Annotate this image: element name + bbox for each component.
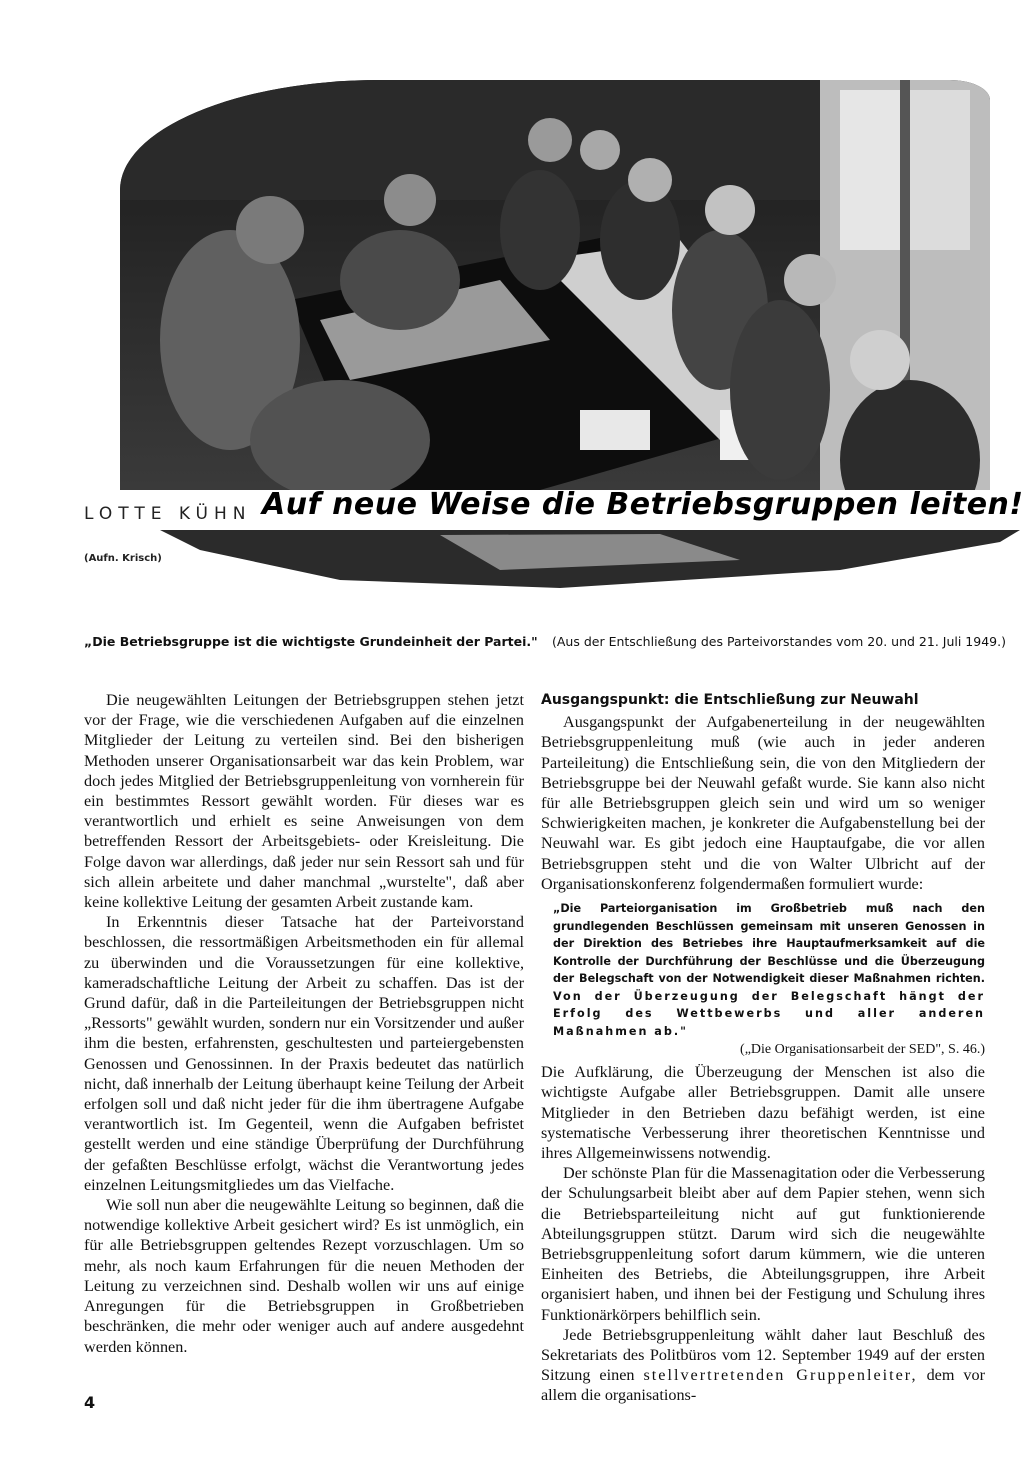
meeting-photo-graphic: [120, 80, 990, 490]
motto-quote: „Die Betriebsgruppe ist die wichtigste Grundeinheit der Partei.": [84, 634, 538, 649]
block-quote: [553, 900, 985, 1040]
meeting-photo: [120, 80, 990, 490]
paragraph: Die Aufklärung, die Überzeugung der Menschen ist also die wichtigste Aufgabe aller Betriebsgruppen. Damit alle unsere Mitglieder in den Betrieben dazu befähigt werden, ist eine systematische Verbesserung ihrer theoretischen Kenntnisse und ihres Allgemeinwissens notwendig.: [541, 1063, 985, 1163]
article-headline: Auf neue Weise die Betriebsgruppen leiten!: [262, 487, 1024, 522]
block-quote-source: („Die Organisationsarbeit der SED", S. 46.): [740, 1042, 985, 1058]
column-right: [541, 690, 985, 1406]
section-subheading: Ausgangspunkt: die Entschließung zur Neuwahl: [541, 692, 919, 708]
paragraph: Der schönste Plan für die Massenagitation oder die Verbesserung der Schulungsarbeit bleibt aber auf dem Papier stehen, wenn sich die Betriebsparteileitung nicht auf gut funktionierende Abteilungsgruppen stützt. Darum wird sich die neugewählte Betriebsgruppenleitung sofort darum kümmern, wie die unteren Einheiten des Betriebs, die Abteilungsgruppen, ihre Arbeit organisiert haben, und ihnen bei der Festigung und Schulung ihres Funktionärkörpers behilflich sein.: [541, 1164, 985, 1324]
paragraph: Ausgangspunkt der Aufgabenerteilung in der neugewählten Betriebsgruppenleitung muß (wie auch in jeder anderen Parteileitung) die Entschließung sein, die von den Mitgliedern der Betriebsgruppe bei der Neuwahl gefaßt wurde. Sie kann also nicht für alle Betriebsgruppen gleich sein und wird um so weniger Schwierigkeiten machen, je konkreter die Aufgabenstellung bei der Neuwahl war. Es gibt jedoch eine Hauptaufgabe, die vor allen Betriebsgruppen steht und die von Walter Ulbricht auf der Organisationskonferenz folgendermaßen formuliert wurde:: [541, 713, 985, 893]
page-number: 4: [84, 1393, 96, 1412]
motto-source: (Aus der Entschließung des Parteivorstandes vom 20. und 21. Juli 1949.): [552, 634, 1006, 649]
paragraph-emphasis: stellvertretenden Gruppenleiter,: [643, 1366, 918, 1385]
paragraph-start: Jede Betriebsgruppenleitung wählt daher laut Beschluß des Sekretariats des Politbüros vom 12. September 1949 auf der ersten Sitzung einen: [541, 1325, 985, 1385]
photo-credit: (Aufn. Krisch): [84, 553, 162, 564]
photo-lower-edge: [140, 530, 1020, 590]
author-byline: LOTTE KÜHN: [84, 504, 252, 524]
photo-lower-edge-graphic: [140, 530, 1020, 590]
block-quote-emphasis: Von der Überzeugung der Belegschaft hängt der Erfolg des Wettbewerbs und aller anderen Maßnahmen ab.": [553, 989, 985, 1038]
block-quote-main: „Die Parteiorganisation im Großbetrieb muß nach den grundlegenden Beschlüssen gemeinsam mit unseren Genossen in der Direktion des Betriebes ihre Hauptaufmerksamkeit auf die Kontrolle der Durchführung der Beschlüsse und die Überzeugung der Belegschaft von der Notwendigkeit dieser Maßnahmen richten.: [553, 902, 985, 986]
paragraph: [541, 1325, 985, 1406]
paragraph: Die neugewählten Leitungen der Betriebsgruppen stehen jetzt vor der Frage, wie die verschiedenen Aufgaben auf die einzelnen Mitglieder der Leitung zu verteilen sind. Bei den bisherigen Methoden unserer Organisationsarbeit war das kein Problem, war doch jedes Mitglied der Betriebsgruppenleitung von vornherein für ein bestimmtes Ressort gewählt worden. Für dieses war es verantwortlich und erhielt es seine Anweisungen von dem betreffenden Ressort der Arbeitsgebiets- oder Kreisleitung. Die Folge davon war allerdings, daß jeder nur sein Ressort sah und für sich allein arbeitete und daher manchmal „wurstelte", daß aber keine kollektive Leitung der gesamten Arbeit zustande kam.: [84, 691, 524, 912]
column-left: [84, 690, 524, 1357]
paragraph: In Erkenntnis dieser Tatsache hat der Parteivorstand beschlossen, die ressortmäßigen Arbeitsmethoden ein für allemal zu überwinden und die Voraussetzungen für eine kollektive, kameradschaftliche Leitung der Arbeit zu schaffen. Das ist der Grund dafür, daß in die Parteileitungen der Betriebsgruppen nicht „Ressorts" gewählt wurden, sondern nur ein Vorsitzender und außer ihm die besten, erfahrensten, geschultesten und parteiergebensten Genossen und Genossinnen. In der Praxis bedeutet das natürlich nicht, daß innerhalb der Leitung überhaupt keine Teilung der Arbeit erfolgen soll und daß nicht jeder für die ihm übertragene Aufgabe verantwortlich ist. Im Gegenteil, wenn die Aufgaben befristet gestellt werden und eine ständige Überprüfung der Durchführung der gefaßten Beschlüsse erfolgt, wächst die Verantwortung jedes einzelnen Leitungsmitgliedes um das Vielfache.: [84, 913, 524, 1194]
motto-line: [84, 634, 1006, 649]
paragraph: Wie soll nun aber die neugewählte Leitung so beginnen, daß die notwendige kollektive Arbeit gesichert wird? Es ist unmöglich, ein für alle Betriebsgruppen geltendes Rezept vorzuschlagen. Um so mehr, als noch kaum Erfahrungen für die neuen Methoden der Leitung zu verzeichnen sind. Deshalb wollen wir uns auf einige Anregungen für die Betriebsgruppen in Großbetrieben beschränken, die mehr oder weniger auch auf andere ausgedehnt werden können.: [84, 1196, 524, 1356]
paragraph-end: dem vor allem die organisations-: [541, 1366, 985, 1405]
